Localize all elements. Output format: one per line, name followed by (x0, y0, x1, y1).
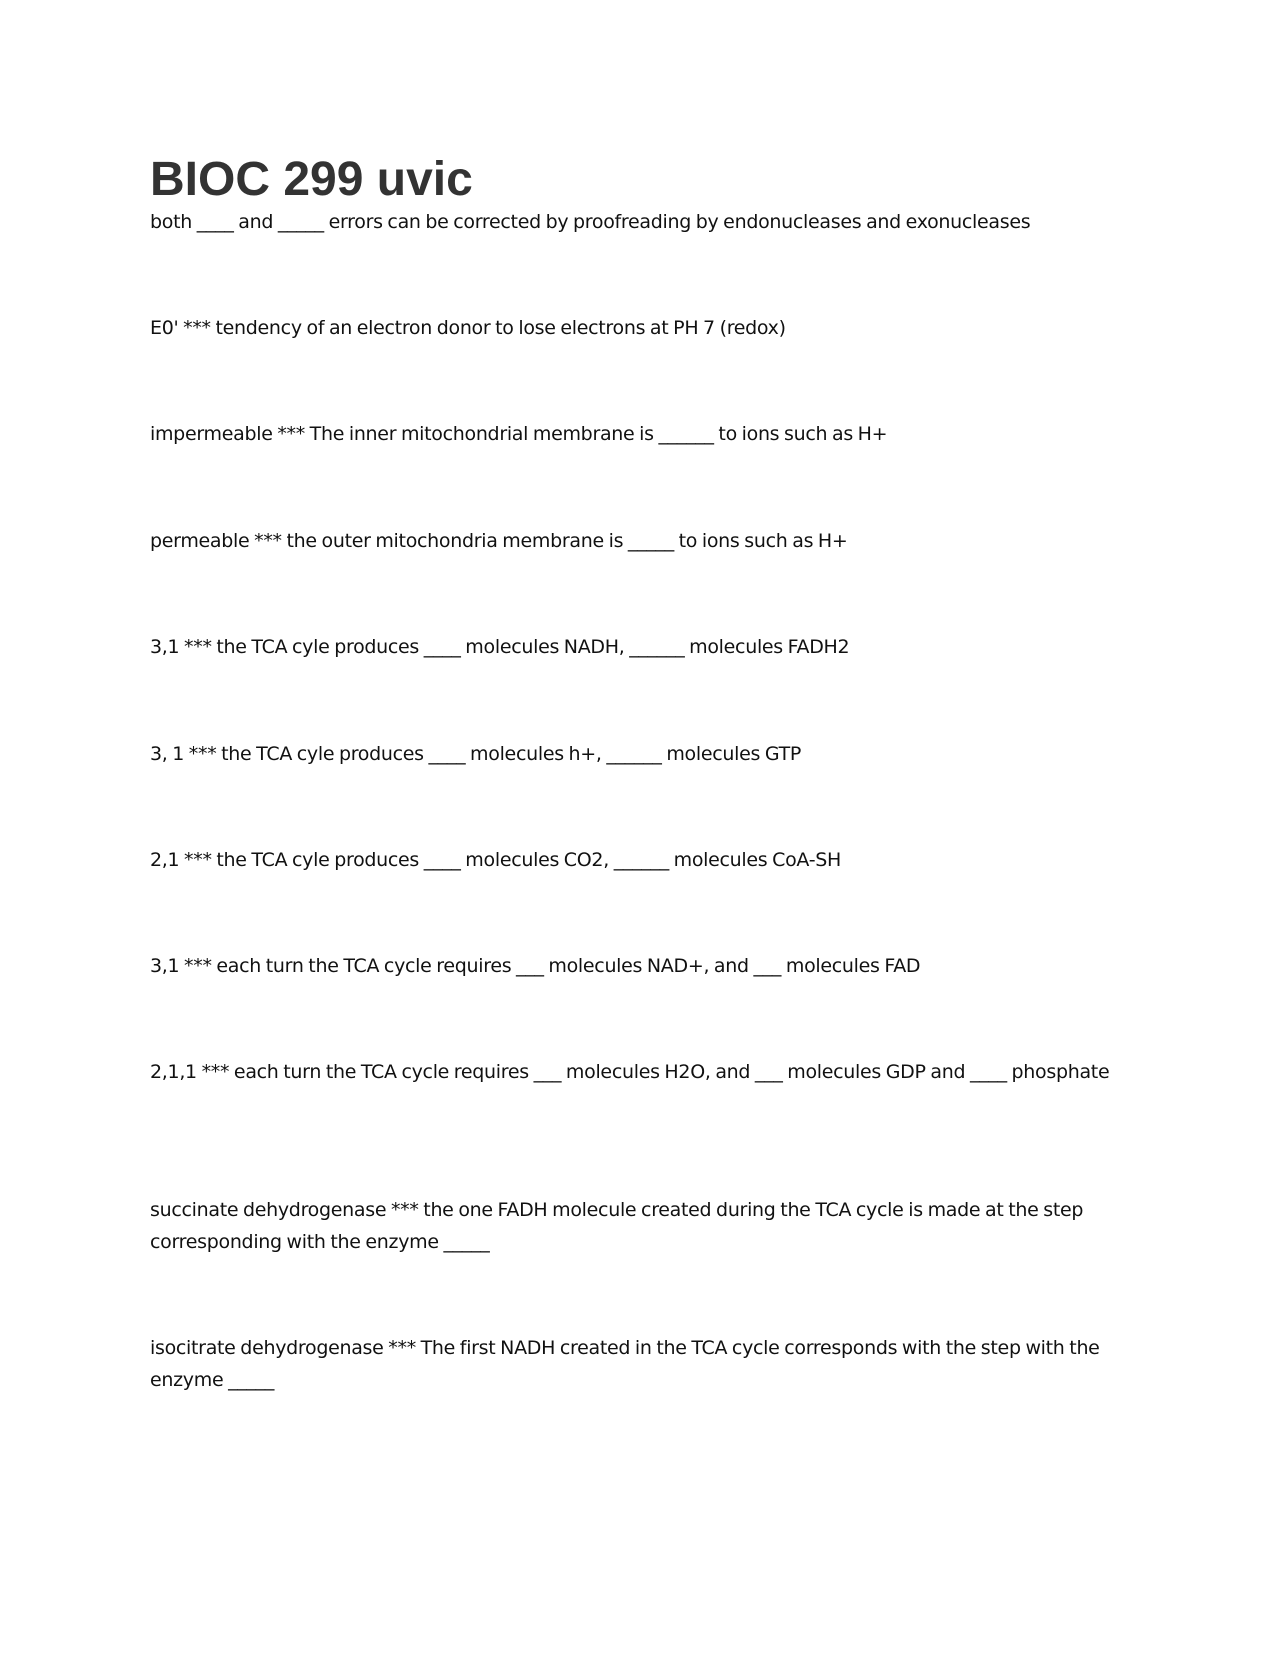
flashcard-6: 3, 1 *** the TCA cyle produces ____ molecules h+, ______ molecules GTP (150, 743, 802, 765)
flashcard-1: both ____ and _____ errors can be corrected by proofreading by endonucleases and exonucleases (150, 211, 1031, 233)
flashcard-9: 2,1,1 *** each turn the TCA cycle requires ___ molecules H2O, and ___ molecules GDP and ____ phosphate (150, 1061, 1110, 1083)
flashcard-2: E0' *** tendency of an electron donor to lose electrons at PH 7 (redox) (150, 317, 786, 339)
flashcard-3: impermeable *** The inner mitochondrial membrane is ______ to ions such as H+ (150, 423, 888, 445)
flashcard-8: 3,1 *** each turn the TCA cycle requires ___ molecules NAD+, and ___ molecules FAD (150, 955, 921, 977)
flashcard-11: isocitrate dehydrogenase *** The first NADH created in the TCA cycle corresponds with the step with the enzyme _____ (150, 1337, 1100, 1391)
flashcard-5: 3,1 *** the TCA cyle produces ____ molecules NADH, ______ molecules FADH2 (150, 636, 850, 658)
flashcard-10: succinate dehydrogenase *** the one FADH molecule created during the TCA cycle is made at the step corresponding with the enzyme _____ (150, 1199, 1084, 1253)
flashcard-7: 2,1 *** the TCA cyle produces ____ molecules CO2, ______ molecules CoA-SH (150, 849, 842, 871)
document-title: BIOC 299 uvic (150, 153, 473, 206)
flashcard-4: permeable *** the outer mitochondria membrane is _____ to ions such as H+ (150, 530, 848, 552)
